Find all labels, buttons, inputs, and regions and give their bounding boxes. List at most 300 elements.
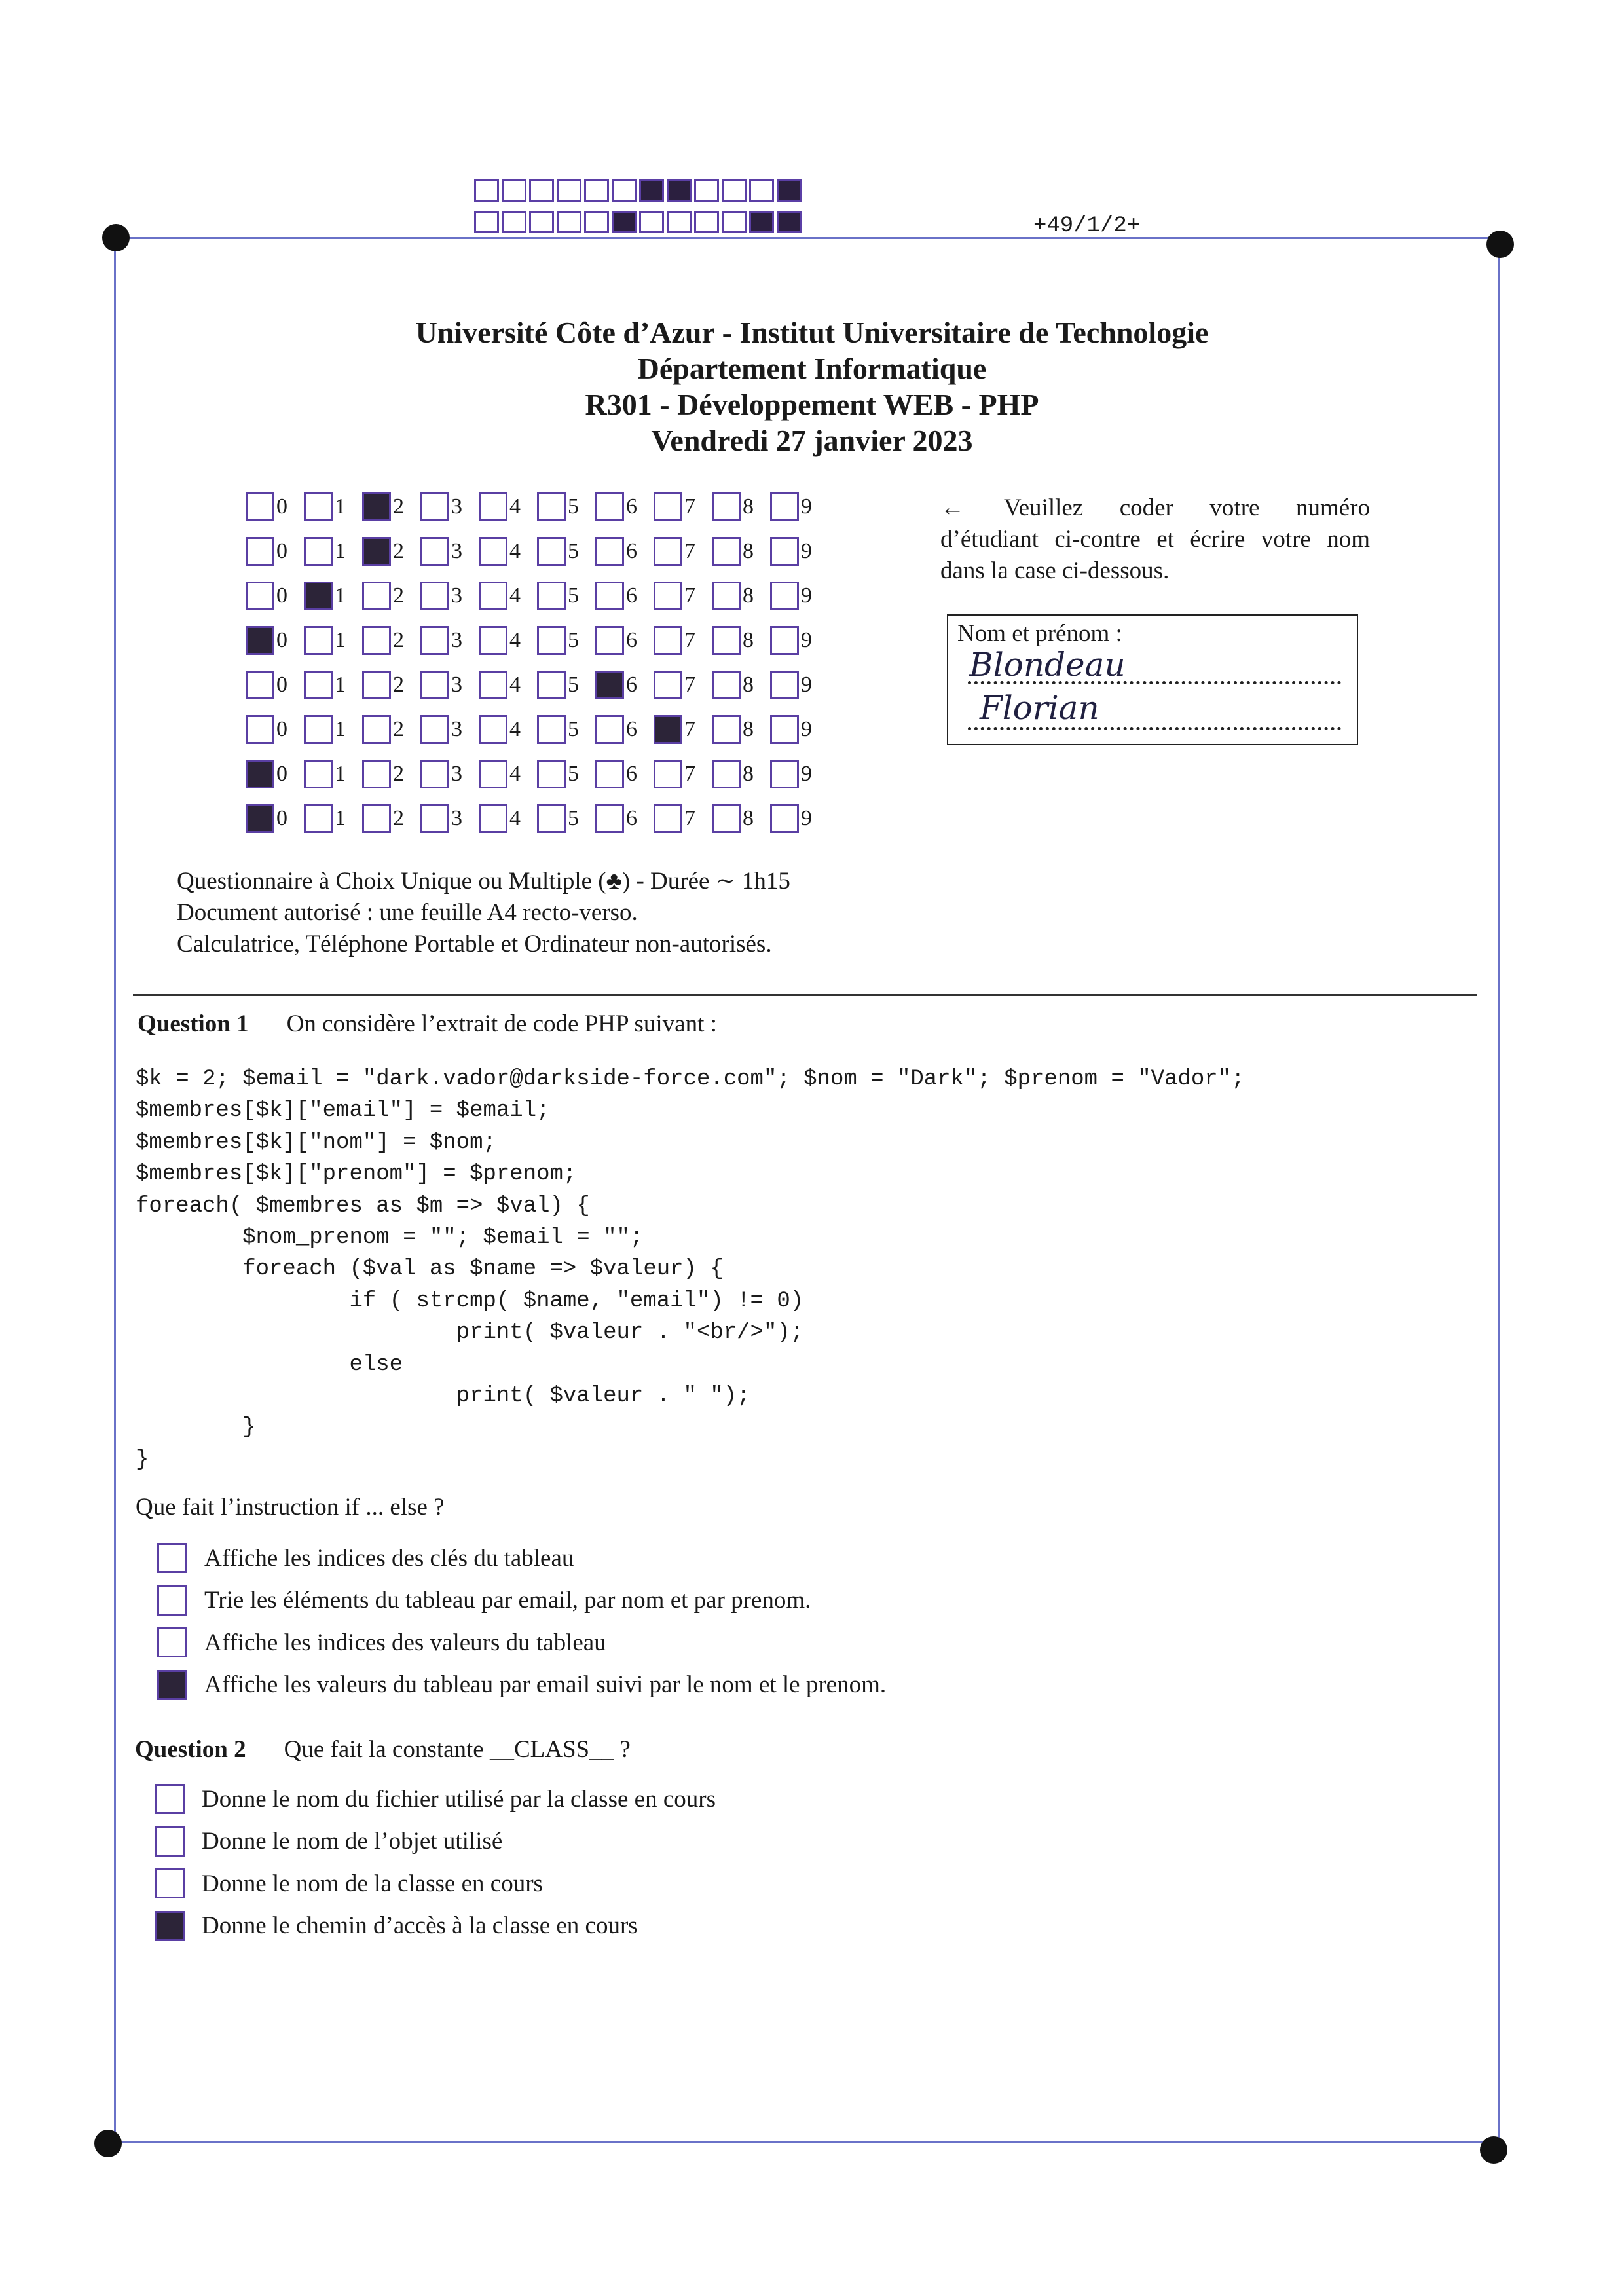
digit-label: 6 [626,717,637,741]
digit-checkbox[interactable] [362,760,391,788]
answer-option[interactable] [155,1911,638,1941]
digit-option [479,492,537,521]
digit-label: 4 [509,628,521,652]
student-number-row [246,529,828,574]
digit-label: 1 [335,762,346,786]
barcode-cell [639,179,664,202]
barcode-cell [557,179,581,202]
answer-option[interactable] [157,1543,574,1573]
digit-checkbox[interactable] [362,582,391,610]
digit-checkbox[interactable] [479,537,507,566]
digit-option [712,760,770,788]
digit-checkbox[interactable] [712,760,741,788]
digit-checkbox[interactable] [362,537,391,566]
digit-checkbox[interactable] [246,715,274,744]
digit-checkbox[interactable] [770,804,799,833]
digit-label: 6 [626,583,637,608]
digit-checkbox[interactable] [770,492,799,521]
digit-checkbox[interactable] [420,582,449,610]
student-number-row [246,707,828,752]
digit-option [479,537,537,566]
digit-label: 7 [684,539,695,563]
answer-option[interactable] [155,1784,716,1814]
digit-checkbox[interactable] [595,492,624,521]
answer-checkbox[interactable] [157,1585,187,1616]
digit-checkbox[interactable] [479,760,507,788]
digit-checkbox[interactable] [595,537,624,566]
digit-label: 6 [626,762,637,786]
digit-option [654,760,712,788]
barcode-cell [529,179,554,202]
instructions-text: Veuillez coder votre numéro d’étudiant ci-contre et écrire votre nom dans la case ci-dessous. [940,494,1370,584]
barcode-cell [502,179,526,202]
student-number-instructions [940,492,1370,587]
name-box[interactable] [947,614,1358,745]
digit-label: 5 [568,628,579,652]
digit-label: 7 [684,628,695,652]
answer-option[interactable] [157,1670,886,1700]
barcode-cell [667,211,692,233]
digit-option [537,492,595,521]
answer-option[interactable] [157,1627,606,1657]
digit-checkbox[interactable] [712,582,741,610]
digit-option [770,760,828,788]
digit-label: 0 [276,806,287,830]
digit-label: 1 [335,494,346,519]
digit-label: 3 [451,628,462,652]
digit-checkbox[interactable] [712,671,741,699]
digit-label: 9 [801,717,812,741]
digit-checkbox[interactable] [304,760,333,788]
digit-checkbox[interactable] [654,492,682,521]
digit-label: 3 [451,762,462,786]
digit-option [246,715,304,744]
barcode-cell [612,211,637,233]
frame-bottom-line [107,2141,1496,2143]
digit-option [362,760,420,788]
barcode-cell [529,211,554,233]
digit-option [770,492,828,521]
digit-label: 0 [276,673,287,697]
digit-option [420,582,479,610]
digit-option [362,582,420,610]
digit-label: 4 [509,717,521,741]
digit-label: 2 [393,806,404,830]
digit-option [537,626,595,655]
answer-option[interactable] [157,1585,811,1616]
digit-option [654,715,712,744]
digit-option [246,492,304,521]
digit-checkbox[interactable] [654,760,682,788]
answer-text: Affiche les indices des clés du tableau [204,1544,574,1572]
digit-checkbox[interactable] [304,715,333,744]
digit-checkbox[interactable] [304,537,333,566]
barcode-cell [777,211,802,233]
digit-checkbox[interactable] [362,804,391,833]
digit-label: 9 [801,673,812,697]
barcode-cell [749,179,774,202]
digit-checkbox[interactable] [595,760,624,788]
digit-option [595,537,654,566]
digit-checkbox[interactable] [246,626,274,655]
registration-mark-top-left [102,224,130,251]
digit-label: 0 [276,539,287,563]
digit-checkbox[interactable] [537,804,566,833]
digit-option [246,760,304,788]
digit-checkbox[interactable] [712,804,741,833]
digit-label: 3 [451,494,462,519]
digit-label: 1 [335,673,346,697]
digit-label: 5 [568,583,579,608]
digit-option [479,760,537,788]
digit-checkbox[interactable] [595,626,624,655]
digit-label: 7 [684,673,695,697]
digit-option [420,671,479,699]
digit-label: 9 [801,762,812,786]
question-1-title [138,1010,717,1038]
digit-option [770,715,828,744]
digit-option [362,671,420,699]
digit-label: 0 [276,717,287,741]
digit-option [770,537,828,566]
digit-checkbox[interactable] [420,715,449,744]
student-number-row [246,618,828,663]
digit-label: 7 [684,717,695,741]
answer-checkbox[interactable] [155,1826,185,1857]
digit-checkbox[interactable] [304,626,333,655]
barcode-cell [694,211,719,233]
digit-checkbox[interactable] [537,671,566,699]
digit-checkbox[interactable] [246,582,274,610]
digit-option [595,582,654,610]
digit-label: 2 [393,717,404,741]
digit-checkbox[interactable] [537,537,566,566]
digit-checkbox[interactable] [712,537,741,566]
digit-checkbox[interactable] [362,626,391,655]
digit-label: 0 [276,494,287,519]
digit-checkbox[interactable] [304,492,333,521]
student-number-row [246,485,828,529]
exam-header [0,314,1624,458]
digit-option [420,715,479,744]
digit-option [362,537,420,566]
digit-label: 6 [626,673,637,697]
digit-checkbox[interactable] [362,671,391,699]
registration-mark-top-right [1486,231,1514,258]
digit-label: 9 [801,583,812,608]
digit-label: 5 [568,673,579,697]
digit-label: 6 [626,628,637,652]
digit-option [595,671,654,699]
student-number-row [246,574,828,618]
registration-mark-bottom-left [94,2130,122,2157]
digit-option [246,626,304,655]
digit-option [770,671,828,699]
digit-option [304,760,362,788]
barcode-cell [722,211,747,233]
digit-option [537,671,595,699]
digit-option [654,492,712,521]
barcode-row-1 [474,179,802,202]
digit-checkbox[interactable] [420,537,449,566]
barcode-cell [667,179,692,202]
digit-checkbox[interactable] [654,715,682,744]
answer-text: Donne le chemin d’accès à la classe en cours [202,1912,638,1939]
digit-label: 3 [451,806,462,830]
digit-option [479,582,537,610]
handwritten-firstname: Florian [980,689,1099,727]
digit-label: 1 [335,717,346,741]
digit-label: 9 [801,494,812,519]
digit-label: 7 [684,494,695,519]
digit-checkbox[interactable] [712,715,741,744]
digit-checkbox[interactable] [537,492,566,521]
digit-checkbox[interactable] [770,582,799,610]
exam-info-format: Questionnaire à Choix Unique ou Multiple (♣) - Durée ∼ 1h15 [177,868,790,895]
digit-option [712,582,770,610]
digit-checkbox[interactable] [654,537,682,566]
digit-checkbox[interactable] [246,492,274,521]
digit-label: 5 [568,717,579,741]
handwritten-surname: Blondeau [969,646,1126,684]
digit-option [712,626,770,655]
digit-label: 8 [743,583,754,608]
digit-option [654,582,712,610]
digit-checkbox[interactable] [770,626,799,655]
digit-label: 0 [276,628,287,652]
answer-checkbox[interactable] [155,1868,185,1898]
exam-info-devices: Calculatrice, Téléphone Portable et Ordinateur non-autorisés. [177,931,772,957]
digit-label: 2 [393,673,404,697]
digit-checkbox[interactable] [304,582,333,610]
question-1-prompt: Que fait l’instruction if ... else ? [136,1494,445,1521]
answer-checkbox[interactable] [157,1627,187,1657]
digit-checkbox[interactable] [246,804,274,833]
digit-label: 4 [509,806,521,830]
digit-option [246,537,304,566]
digit-label: 3 [451,717,462,741]
digit-option [537,582,595,610]
digit-label: 0 [276,583,287,608]
name-line-2 [968,727,1341,730]
digit-checkbox[interactable] [770,715,799,744]
digit-option [362,492,420,521]
digit-label: 1 [335,806,346,830]
digit-label: 8 [743,717,754,741]
exam-info-documents: Document autorisé : une feuille A4 recto-verso. [177,899,638,926]
digit-option [770,582,828,610]
digit-checkbox[interactable] [420,671,449,699]
question-1-intro: On considère l’extrait de code PHP suivant : [286,1010,717,1037]
digit-label: 6 [626,539,637,563]
question-2-title [135,1735,631,1764]
digit-option [712,715,770,744]
separator-line [133,994,1477,996]
digit-checkbox[interactable] [595,671,624,699]
digit-option [712,492,770,521]
digit-option [479,626,537,655]
digit-label: 8 [743,806,754,830]
frame-left-line [114,237,116,2143]
digit-label: 4 [509,539,521,563]
digit-label: 1 [335,583,346,608]
digit-option [595,804,654,833]
digit-label: 7 [684,762,695,786]
php-code-snippet: $k = 2; $email = "dark.vador@darkside-force.com"; $nom = "Dark"; $prenom = "Vador"; $membres[$k]["email"] = $email; $membres[$k]["nom"] = $nom; $membres[$k]["prenom"] = $prenom; foreach( $membres as $m => $val) { $nom_prenom = ""; $email = ""; foreach ($val as $name => $valeur) { if ( strcmp( $name, "email") != 0) print( $valeur . "<br/>"); else print( $valeur . " "); } } [136,1067,1245,1472]
digit-option [654,804,712,833]
digit-checkbox[interactable] [420,626,449,655]
digit-checkbox[interactable] [479,582,507,610]
digit-label: 8 [743,628,754,652]
digit-checkbox[interactable] [246,537,274,566]
answer-option[interactable] [155,1826,502,1857]
digit-checkbox[interactable] [712,492,741,521]
digit-label: 3 [451,539,462,563]
digit-label: 4 [509,494,521,519]
question-1-label: Question 1 [138,1010,249,1037]
digit-option [246,804,304,833]
digit-checkbox[interactable] [537,715,566,744]
digit-option [304,671,362,699]
barcode-cell [749,211,774,233]
barcode-cell [694,179,719,202]
digit-option [420,760,479,788]
digit-option [479,804,537,833]
digit-label: 1 [335,539,346,563]
answer-checkbox[interactable] [157,1670,187,1700]
digit-checkbox[interactable] [246,760,274,788]
digit-checkbox[interactable] [362,492,391,521]
digit-label: 9 [801,628,812,652]
digit-option [537,760,595,788]
digit-checkbox[interactable] [479,804,507,833]
digit-checkbox[interactable] [595,582,624,610]
digit-option [654,671,712,699]
digit-checkbox[interactable] [770,671,799,699]
digit-checkbox[interactable] [420,492,449,521]
digit-label: 5 [568,494,579,519]
digit-checkbox[interactable] [479,492,507,521]
digit-label: 4 [509,583,521,608]
digit-option [479,715,537,744]
digit-option [420,492,479,521]
frame-top-line [117,237,1498,239]
digit-checkbox[interactable] [654,582,682,610]
student-number-row [246,796,828,841]
answer-text: Affiche les valeurs du tableau par email suivi par le nom et le prenom. [204,1671,887,1698]
digit-checkbox[interactable] [420,760,449,788]
digit-label: 8 [743,762,754,786]
digit-checkbox[interactable] [537,582,566,610]
digit-label: 2 [393,762,404,786]
digit-label: 8 [743,494,754,519]
digit-option [420,626,479,655]
digit-option [304,715,362,744]
digit-label: 2 [393,494,404,519]
digit-option [362,804,420,833]
digit-checkbox[interactable] [595,715,624,744]
digit-checkbox[interactable] [654,804,682,833]
answer-text: Trie les éléments du tableau par email, par nom et par prenom. [204,1587,811,1614]
answer-text: Donne le nom de l’objet utilisé [202,1828,503,1855]
digit-checkbox[interactable] [304,804,333,833]
header-date: Vendredi 27 janvier 2023 [651,424,973,457]
barcode-cell [557,211,581,233]
digit-label: 5 [568,539,579,563]
name-box-label: Nom et prénom : [957,620,1122,647]
digit-option [362,715,420,744]
exam-info [177,866,790,960]
digit-checkbox[interactable] [479,671,507,699]
digit-checkbox[interactable] [246,671,274,699]
digit-checkbox[interactable] [479,715,507,744]
frame-right-line [1498,244,1500,2143]
digit-checkbox[interactable] [770,537,799,566]
digit-checkbox[interactable] [362,715,391,744]
digit-checkbox[interactable] [420,804,449,833]
answer-checkbox[interactable] [155,1911,185,1941]
header-university: Université Côte d’Azur - Institut Universitaire de Technologie [415,316,1209,349]
digit-label: 3 [451,583,462,608]
barcode-cell [502,211,526,233]
digit-label: 2 [393,539,404,563]
digit-checkbox[interactable] [654,626,682,655]
barcode-row-2 [474,211,802,233]
digit-option [479,671,537,699]
digit-option [595,715,654,744]
digit-checkbox[interactable] [712,626,741,655]
digit-checkbox[interactable] [595,804,624,833]
answer-checkbox[interactable] [157,1543,187,1573]
barcode-cell [474,211,499,233]
digit-label: 2 [393,628,404,652]
digit-label: 2 [393,583,404,608]
answer-checkbox[interactable] [155,1784,185,1814]
left-arrow-icon: ← [940,494,965,521]
digit-label: 7 [684,583,695,608]
digit-option [712,804,770,833]
digit-option [246,582,304,610]
barcode-cell [612,179,637,202]
digit-label: 9 [801,539,812,563]
digit-checkbox[interactable] [654,671,682,699]
digit-option [304,492,362,521]
digit-checkbox[interactable] [537,626,566,655]
digit-option [770,804,828,833]
digit-checkbox[interactable] [537,760,566,788]
answer-option[interactable] [155,1868,543,1898]
digit-checkbox[interactable] [479,626,507,655]
digit-label: 4 [509,762,521,786]
digit-option [595,492,654,521]
digit-option [770,626,828,655]
digit-option [420,537,479,566]
digit-option [420,804,479,833]
digit-label: 8 [743,539,754,563]
digit-option [654,626,712,655]
digit-label: 9 [801,806,812,830]
barcode-cell [777,179,802,202]
digit-label: 4 [509,673,521,697]
digit-label: 8 [743,673,754,697]
digit-checkbox[interactable] [770,760,799,788]
answer-text: Donne le nom de la classe en cours [202,1870,543,1897]
digit-label: 3 [451,673,462,697]
digit-option [712,537,770,566]
digit-option [304,537,362,566]
digit-checkbox[interactable] [304,671,333,699]
digit-label: 6 [626,494,637,519]
